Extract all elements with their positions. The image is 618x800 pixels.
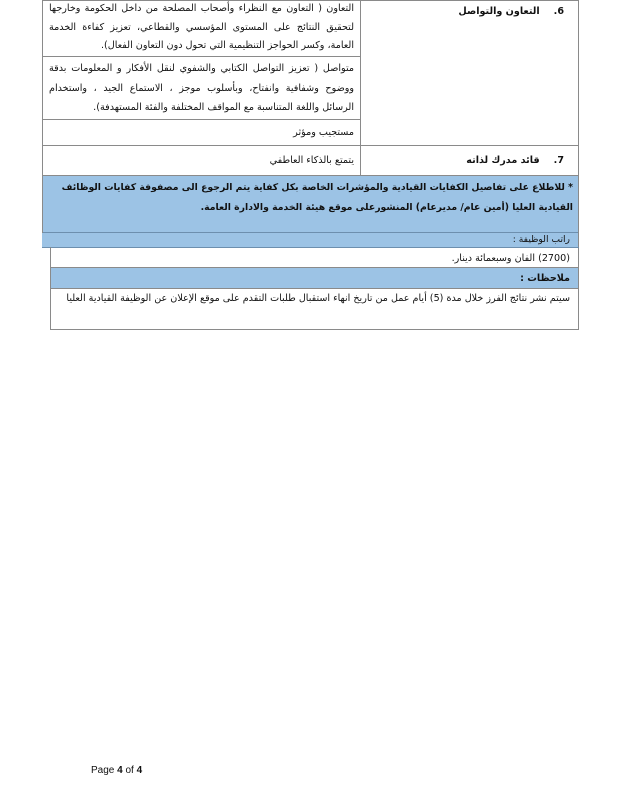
- salary-label: راتب الوظيفة :: [42, 233, 578, 247]
- table-border: [42, 0, 43, 247]
- competency-matrix-note: * للاطلاع على تفاصيل الكفايات القيادية والمؤشرات الخاصة بكل كفاية يتم الرجوع الى مصفوفة كفايات الوظائف القيادية العليا (أمين عام/ مديرعام) المنشورعلى موقع هيئة الخدمة والادارة العامة.: [42, 175, 579, 232]
- table-border: [50, 247, 51, 330]
- competency-6-description-communication: متواصل ( تعزيز التواصل الكتابي والشفوي لنقل الأفكار و المعلومات بدقة ووضوح وشفافية وانفتاح، وبأسلوب موجز ، الاستماع الجيد ، واستخدام الرسائل واللغة المتناسبة مع المواقف المختلفة والفئة المستهدفة).: [49, 63, 354, 113]
- table-border: [578, 0, 579, 329]
- competency-title: قائد مدرك لذاته: [466, 155, 540, 166]
- table-border: [42, 0, 579, 1]
- competency-6-title-cell: [361, 0, 578, 145]
- competency-number: 6.: [553, 6, 564, 17]
- table-border: [50, 329, 579, 330]
- table-border: [42, 247, 579, 248]
- table-border: [42, 175, 579, 176]
- competency-6-description-collaboration: التعاون ( التعاون مع النظراء وأصحاب المصلحة من داخل الحكومة وخارجها لتحقيق النتائج على المستوى المؤسسي والقطاعي، تعزيز كفاءة الخدمة العامة، وكسر الحواجز التنظيمية التي تحول دون التعاون الفعال).: [49, 3, 354, 52]
- page-label: Page: [91, 765, 115, 776]
- of-label: of: [125, 765, 134, 776]
- table-border: [42, 145, 579, 146]
- table-border: [360, 0, 361, 175]
- table-border: [42, 56, 361, 57]
- remarks-label: ملاحظات :: [50, 268, 578, 288]
- remarks-value: سيتم نشر نتائج الفرز خلال مدة (5) أيام عمل من تاريخ انهاء استقبال طلبات التقدم على موقع الإعلان عن الوظيفة القيادية العليا: [66, 293, 570, 304]
- competency-6-description-responsive: مستجيب ومؤثر: [293, 127, 354, 138]
- page-footer: [91, 764, 211, 778]
- table-border: [50, 267, 579, 268]
- competency-number: 7.: [553, 155, 564, 166]
- current-page: 4: [117, 765, 123, 776]
- competency-title: التعاون والتواصل: [458, 6, 540, 17]
- competency-7-description: يتمتع بالذكاء العاطفي: [269, 155, 354, 166]
- total-pages: 4: [136, 765, 143, 776]
- salary-value: (2700) الفان وسبعمائة دينار.: [451, 253, 570, 264]
- table-border: [50, 288, 579, 289]
- table-border: [42, 119, 361, 120]
- competency-7-title-cell: [361, 146, 578, 175]
